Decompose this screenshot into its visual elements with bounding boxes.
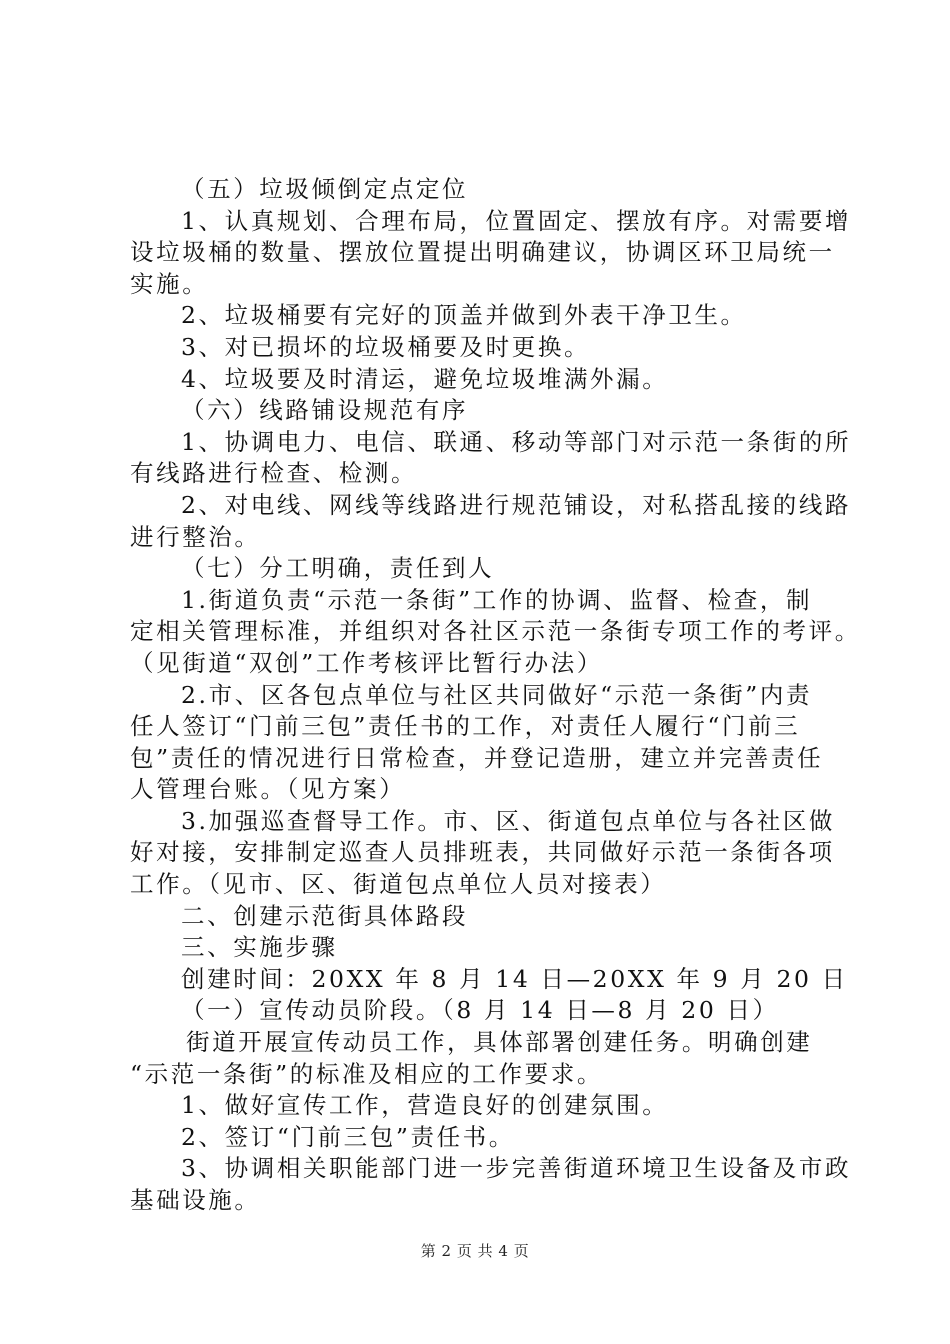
- paragraph-line: 4、垃圾要及时清运，避免垃圾堆满外漏。: [181, 364, 669, 393]
- paragraph-line: 包”责任的情况进行日常检查，并登记造册，建立并完善责任: [130, 743, 824, 772]
- paragraph-line: 1、认真规划、合理布局，位置固定、摆放有序。对需要增: [181, 206, 852, 235]
- section-heading-3: 三、实施步骤: [181, 933, 338, 962]
- paragraph-line: 定相关管理标准，并组织对各社区示范一条街专项工作的考评。: [130, 617, 861, 646]
- paragraph-line: 进行整治。: [130, 522, 261, 551]
- section-heading-6: （六）线路铺设规范有序: [181, 396, 469, 425]
- section-heading-2: 二、创建示范街具体路段: [181, 901, 469, 930]
- paragraph-line: 人管理台账。（见方案）: [130, 775, 406, 804]
- phase-heading-1: （一）宣传动员阶段。（8 月 14 日—8 月 20 日）: [181, 996, 779, 1025]
- paragraph-line: （见街道“双创”工作考核评比暂行办法）: [130, 648, 603, 677]
- paragraph-line: 1、协调电力、电信、联通、移动等部门对示范一条街的所: [181, 427, 852, 456]
- paragraph-line: 2、签订“门前三包”责任书。: [181, 1122, 515, 1151]
- paragraph-line: 2、垃圾桶要有完好的顶盖并做到外表干净卫生。: [181, 301, 747, 330]
- paragraph-line: 街道开展宣传动员工作，具体部署创建任务。明确创建: [186, 1028, 813, 1057]
- paragraph-line: 3、协调相关职能部门进一步完善街道环境卫生设备及市政: [181, 1154, 852, 1183]
- section-heading-5: （五）垃圾倾倒定点定位: [181, 175, 469, 203]
- paragraph-line: 实施。: [130, 269, 209, 298]
- paragraph-line: 2、对电线、网线等线路进行规范铺设，对私搭乱接的线路: [181, 490, 852, 519]
- schedule-line: 创建时间：20XX 年 8 月 14 日—20XX 年 9 月 20 日: [181, 964, 848, 993]
- paragraph-line: “示范一条街”的标准及相应的工作要求。: [130, 1059, 603, 1088]
- paragraph-line: 有线路进行检查、检测。: [130, 459, 418, 488]
- paragraph-line: 工作。（见市、区、街道包点单位人员对接表）: [130, 870, 667, 899]
- page-footer: 第 2 页 共 4 页: [420, 1242, 530, 1260]
- paragraph-line: 设垃圾桶的数量、摆放位置提出明确建议，协调区环卫局统一: [130, 238, 835, 267]
- paragraph-line: 基础设施。: [130, 1186, 261, 1214]
- paragraph-line: 1、做好宣传工作，营造良好的创建氛围。: [181, 1091, 669, 1120]
- section-heading-7: （七）分工明确，责任到人: [181, 554, 495, 583]
- paragraph-line: 2.市、区各包点单位与社区共同做好“示范一条街”内责: [181, 680, 813, 709]
- document-body: [130, 174, 861, 1217]
- paragraph-line: 好对接，安排制定巡查人员排班表，共同做好示范一条街各项: [130, 838, 835, 867]
- paragraph-line: 3、对已损坏的垃圾桶要及时更换。: [181, 332, 591, 361]
- paragraph-line: 任人签订“门前三包”责任书的工作，对责任人履行“门前三: [130, 712, 801, 741]
- paragraph-line: 1.街道负责“示范一条街”工作的协调、监督、检查，制: [181, 585, 813, 614]
- paragraph-line: 3.加强巡查督导工作。市、区、街道包点单位与各社区做: [181, 806, 836, 835]
